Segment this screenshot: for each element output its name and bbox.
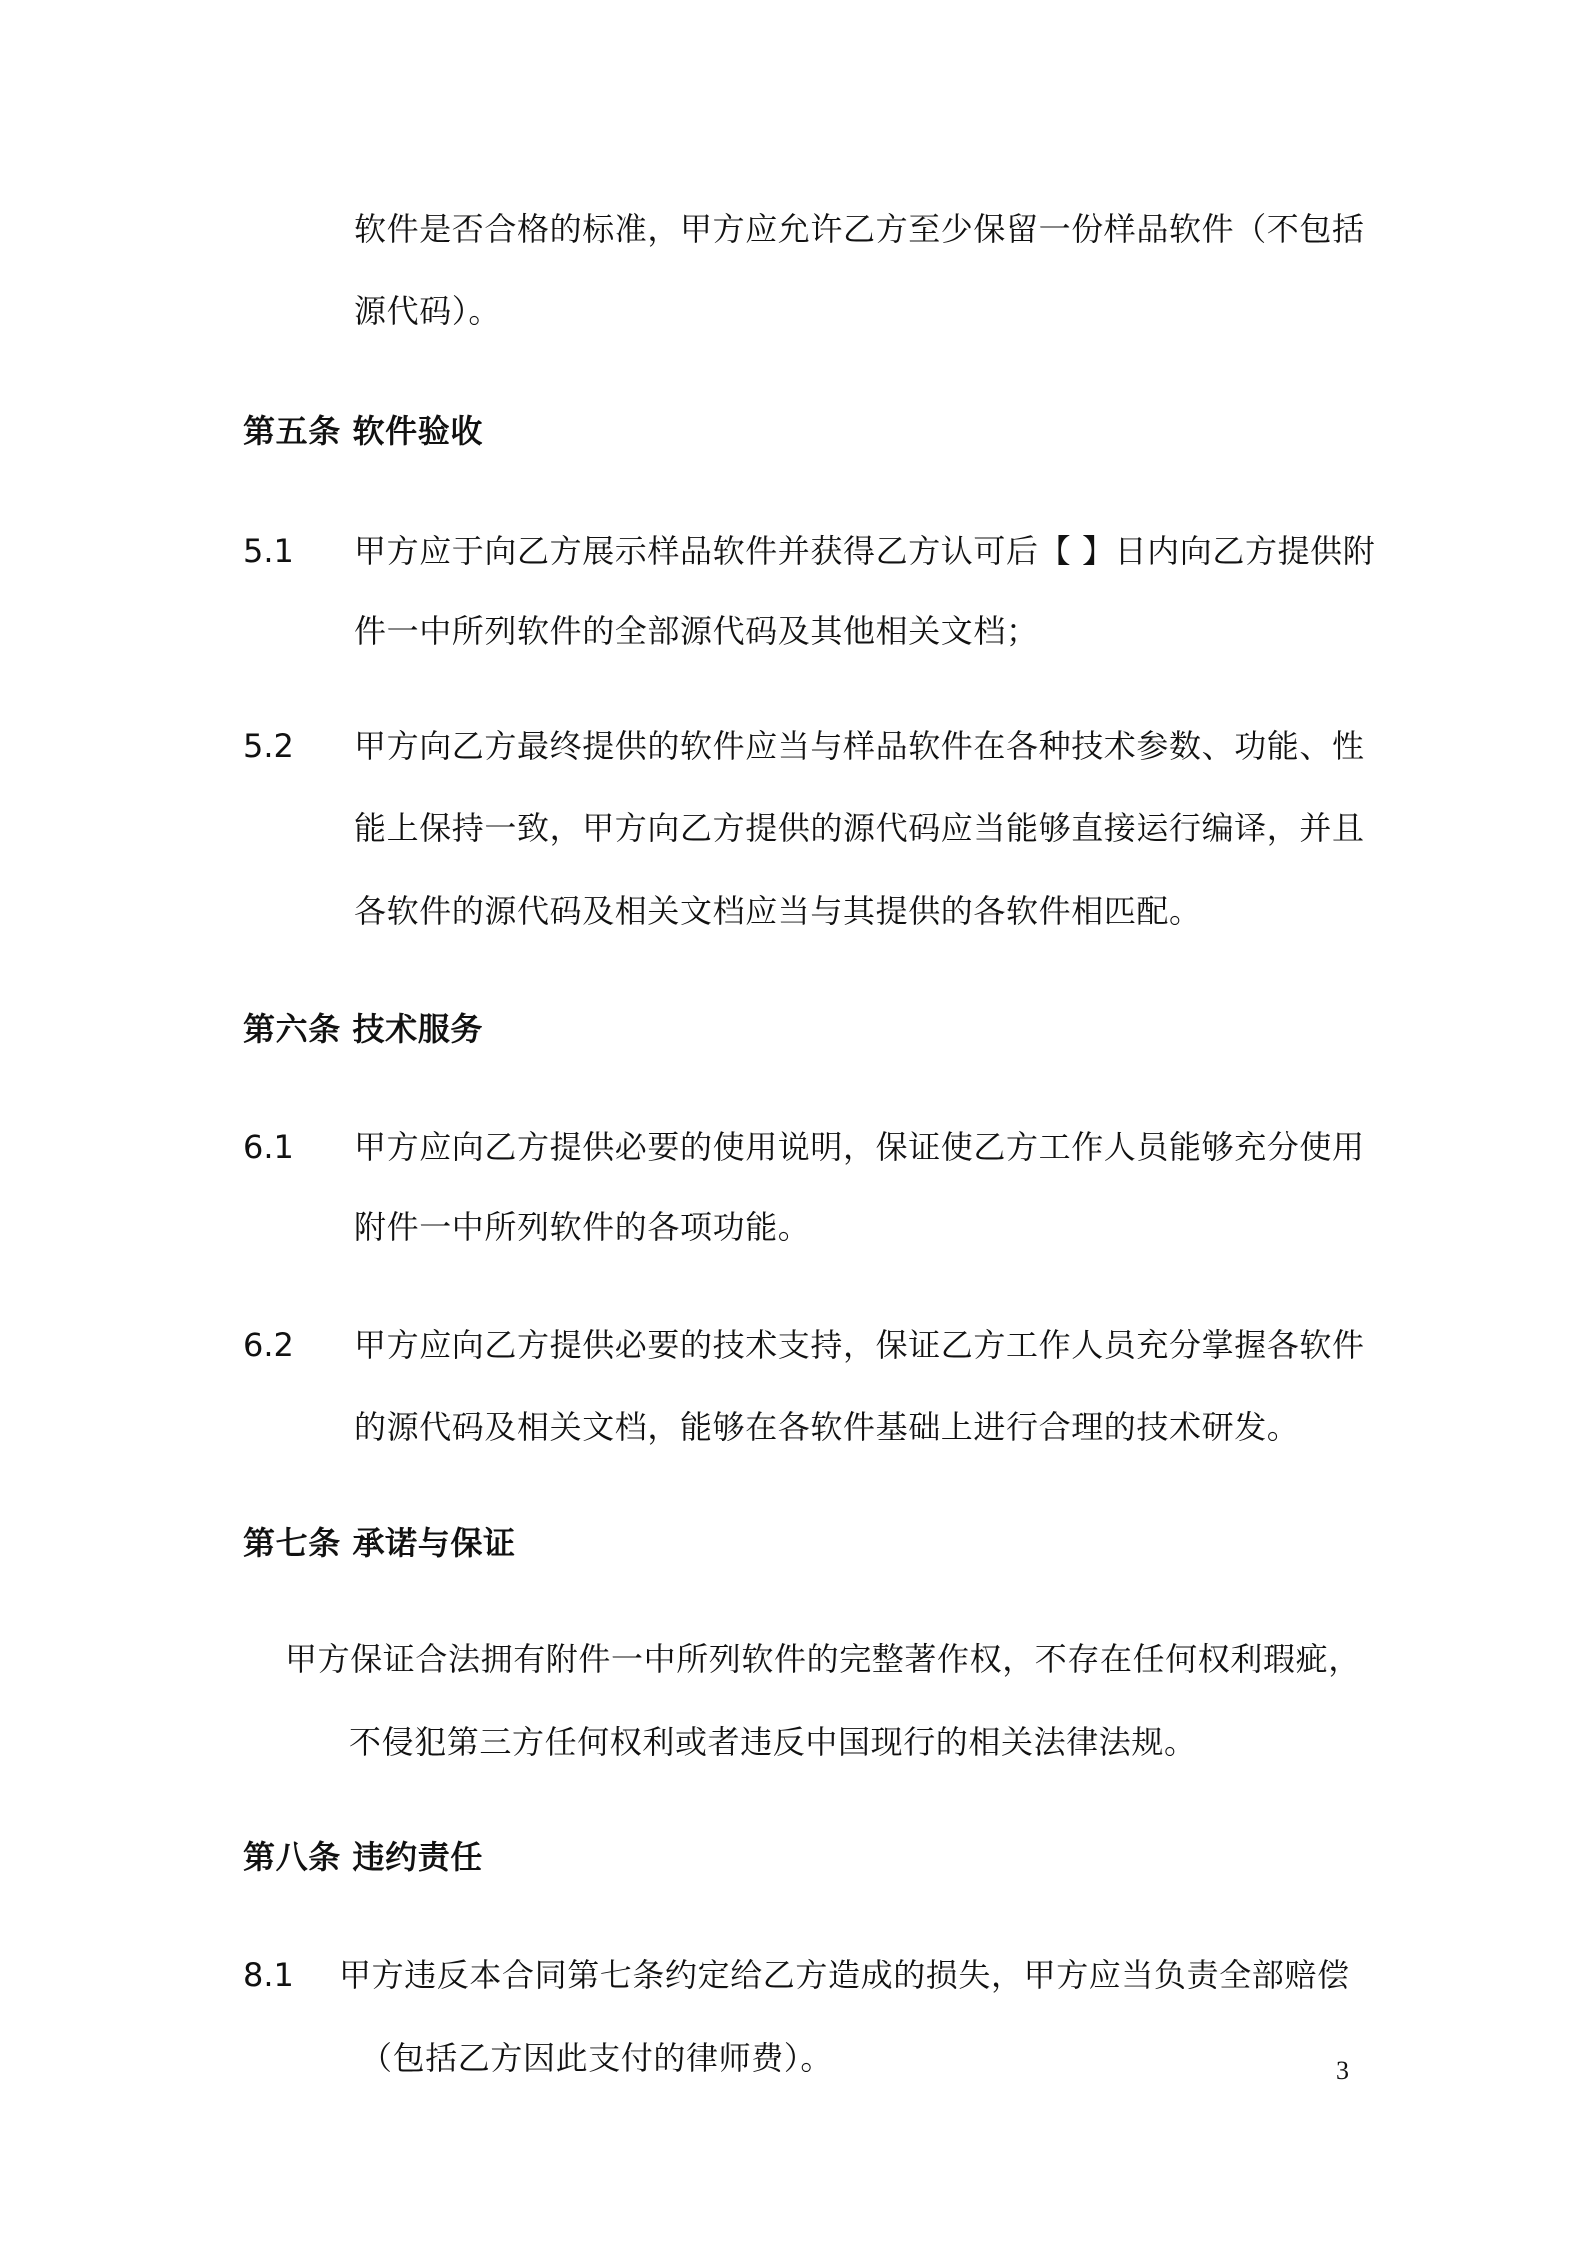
- item-6-2-line-1: 甲方应向乙方提供必要的技术支持，保证乙方工作人员充分掌握各软件: [354, 1326, 1365, 1364]
- page-number: 3: [1336, 2056, 1349, 2085]
- item-5-1-line-2: 件一中所列软件的全部源代码及其他相关文档；: [354, 612, 1039, 650]
- item-5-2-line-2: 能上保持一致，甲方向乙方提供的源代码应当能够直接运行编译，并且: [354, 809, 1365, 847]
- item-5-2-number: 5.2: [243, 727, 294, 765]
- intro-line-1: 软件是否合格的标准，甲方应允许乙方至少保留一份样品软件（不包括: [354, 210, 1365, 248]
- intro-line-2: 源代码）。: [354, 292, 502, 330]
- item-6-1-line-2: 附件一中所列软件的各项功能。: [354, 1208, 811, 1246]
- item-6-1-number: 6.1: [243, 1128, 294, 1166]
- article-8-heading: 第八条 违约责任: [243, 1838, 483, 1876]
- item-6-2-number: 6.2: [243, 1326, 294, 1364]
- item-5-2-line-3: 各软件的源代码及相关文档应当与其提供的各软件相匹配。: [354, 892, 1202, 930]
- item-8-1-line-2: （包括乙方因此支付的律师费）。: [360, 2039, 834, 2077]
- article-6-heading: 第六条 技术服务: [243, 1010, 483, 1048]
- item-5-1-line-1: 甲方应于向乙方展示样品软件并获得乙方认可后【 】日内向乙方提供附: [354, 532, 1376, 570]
- item-5-2-line-1: 甲方向乙方最终提供的软件应当与样品软件在各种技术参数、功能、性: [354, 727, 1365, 765]
- article-5-heading: 第五条 软件验收: [243, 412, 483, 450]
- article-7-line-2: 不侵犯第三方任何权利或者违反中国现行的相关法律法规。: [349, 1723, 1197, 1761]
- item-6-2-line-2: 的源代码及相关文档，能够在各软件基础上进行合理的技术研发。: [354, 1408, 1300, 1446]
- article-7-line-1: 甲方保证合法拥有附件一中所列软件的完整著作权，不存在任何权利瑕疵，: [285, 1640, 1361, 1678]
- item-8-1-number: 8.1: [243, 1956, 294, 1994]
- item-8-1-line-1: 甲方违反本合同第七条约定给乙方造成的损失，甲方应当负责全部赔偿: [339, 1956, 1350, 1994]
- item-5-1-number: 5.1: [243, 532, 294, 570]
- article-7-heading: 第七条 承诺与保证: [243, 1524, 516, 1562]
- item-6-1-line-1: 甲方应向乙方提供必要的使用说明，保证使乙方工作人员能够充分使用: [354, 1128, 1365, 1166]
